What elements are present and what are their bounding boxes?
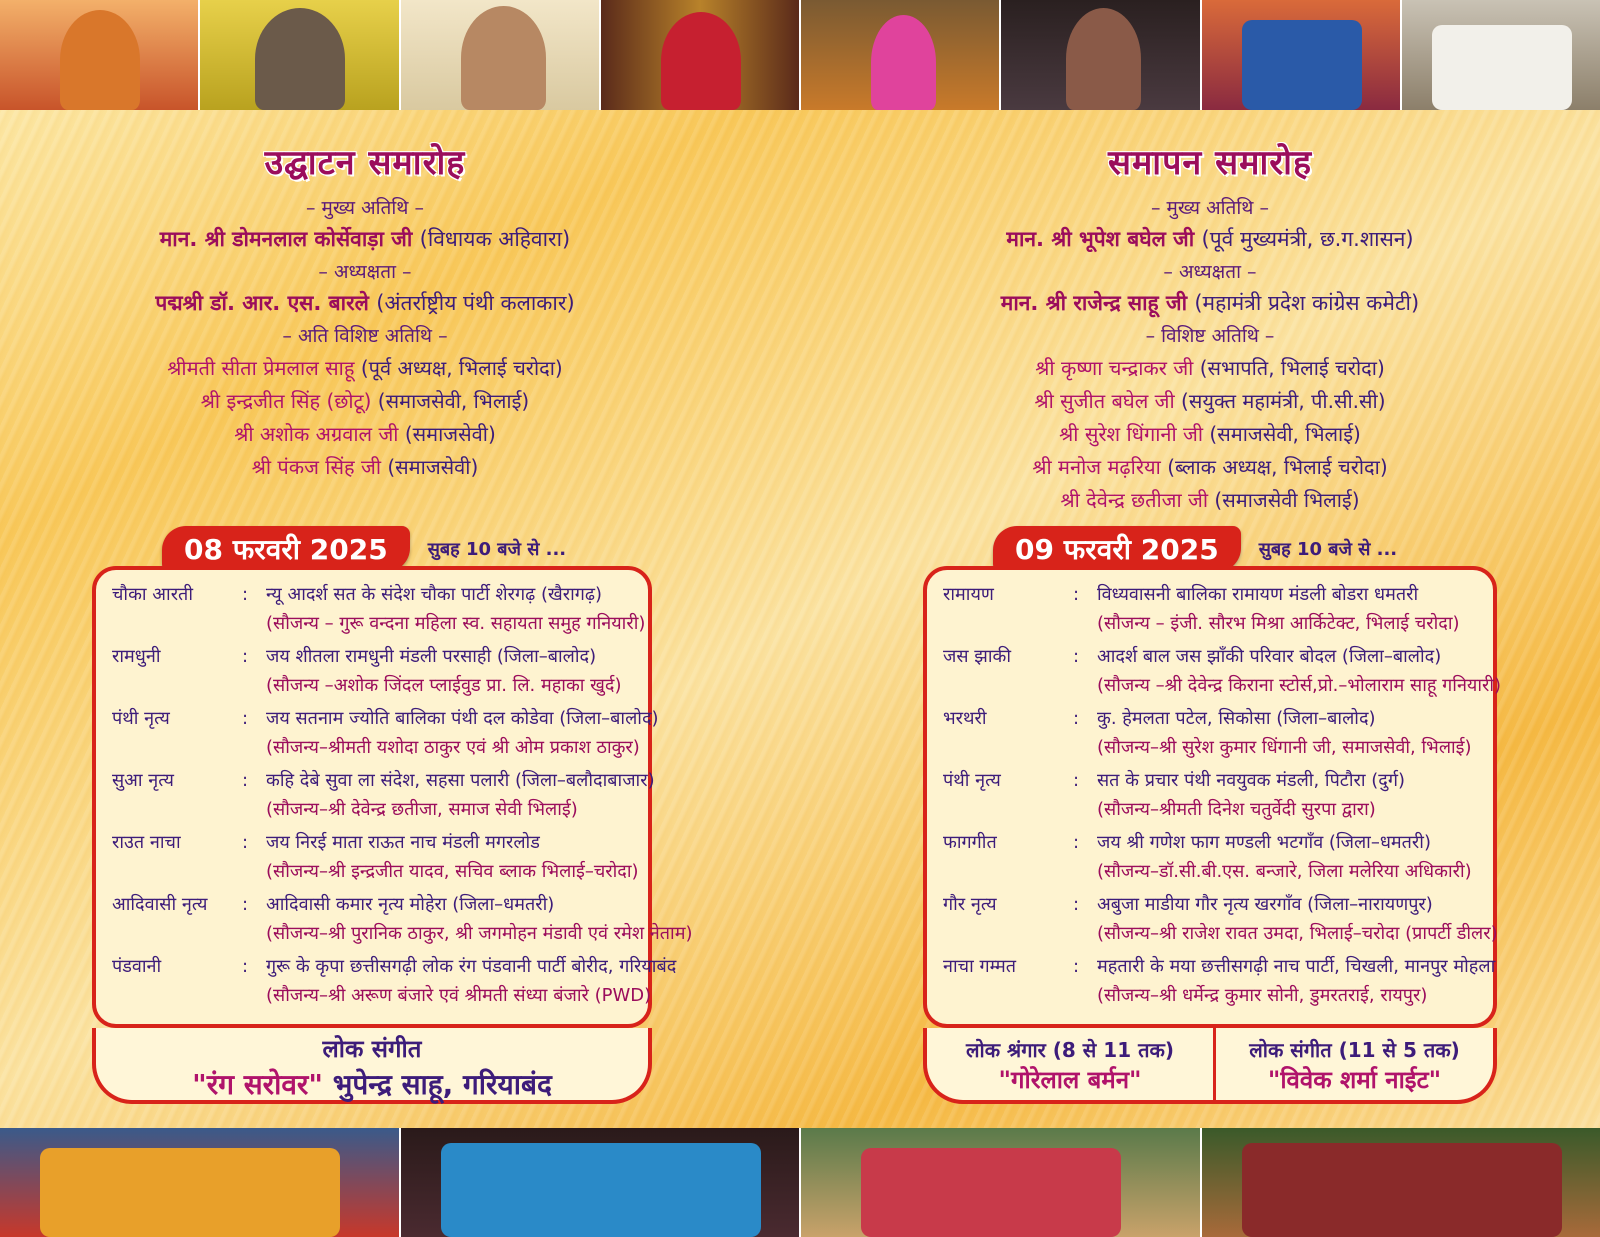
program-performer: जय श्री गणेश फाग मण्डली भटगाँव (जिला–धमतरी) — [1097, 832, 1431, 853]
program-name: राउत नाचा — [112, 832, 181, 853]
program-sponsor: (सौजन्य–श्री देवेन्द्र छतीजा, समाज सेवी भिलाई) — [266, 799, 578, 820]
special-guest-name: श्री अशोक अग्रवाल जी — [234, 422, 399, 446]
closing-date: 09 फरवरी 2025 — [993, 526, 1241, 572]
program-sponsor: (सौजन्य–श्रीमती दिनेश चतुर्वेदी सुरपा द्वारा) — [1097, 799, 1376, 820]
program-sponsor: (सौजन्य–डॉ.सी.बी.एस. बन्जारे, जिला मलेरिया अधिकारी) — [1097, 861, 1472, 882]
special-guest — [60, 354, 670, 381]
list-item: जस झाकी : आदर्श बाल जस झाँकी परिवार बोदल (जिला–बालोद) (सौजन्य –श्री देवेन्द्र किराना स्टोर्स,प्रो.–भोलाराम साहू गनियारी) — [943, 642, 1477, 700]
program-sponsor: (सौजन्य–श्री सुरेश कुमार धिंगानी जी, समाजसेवी, भिलाई) — [1097, 737, 1472, 758]
photo-tribal-dance-stage — [801, 1128, 1202, 1237]
program-name: जस झाकी — [943, 646, 1012, 667]
special-guest-desc: (सयुक्त महामंत्री, पी.सी.सी) — [1181, 389, 1386, 413]
special-guest — [890, 387, 1530, 414]
program-sponsor: (सौजन्य –श्री देवेन्द्र किराना स्टोर्स,प्रो.–भोलाराम साहू गनियारी) — [1097, 675, 1502, 696]
special-guest-desc: (समाजसेवी, भिलाई) — [377, 389, 530, 413]
program-name: पंडवानी — [112, 956, 162, 977]
list-item: पंथी नृत्य : सत के प्रचार पंथी नवयुवक मंडली, पिटौरा (दुर्ग) (सौजन्य–श्रीमती दिनेश चतुर्वेदी सुरपा द्वारा) — [943, 766, 1477, 824]
chair-guest — [60, 289, 670, 317]
chief-guest-role: – मुख्य अतिथि – — [1151, 197, 1269, 219]
program-performer: जय सतनाम ज्योति बालिका पंथी दल कोडेवा (जिला–बालोद) — [266, 708, 659, 729]
special-guest-name: श्री पंकज सिंह जी — [251, 455, 381, 479]
opening-title: उद्घाटन समारोह — [264, 143, 466, 183]
special-guest-name: श्री देवेन्द्र छतीजा जी — [1060, 488, 1209, 512]
program-name: चौका आरती — [112, 584, 193, 605]
photo-group-turbans — [401, 1128, 802, 1237]
program-performer: सत के प्रचार पंथी नवयुवक मंडली, पिटौरा (दुर्ग) — [1097, 770, 1406, 791]
program-sponsor: (सौजन्य–श्री धर्मेन्द्र कुमार सोनी, डुमरतराई, रायपुर) — [1097, 985, 1428, 1006]
program-name: रामधुनी — [112, 646, 161, 667]
chair-guest — [890, 289, 1530, 317]
program-performer: गुरू के कृपा छत्तीसगढ़ी लोक रंग पंडवानी पार्टी बोरीद, गरियाबंद — [266, 956, 677, 977]
closing-footer-left-artist: "गोरेलाल बर्मन" — [998, 1066, 1142, 1094]
opening-footer-artist — [96, 1065, 648, 1103]
program-sponsor: (सौजन्य–श्री राजेश रावत उमदा, भिलाई–चरोदा (प्रापर्टी डीलर) — [1097, 923, 1498, 944]
special-guest — [890, 486, 1530, 513]
chief-guest — [60, 225, 670, 253]
special-guest-name: श्री मनोज मढ़रिया — [1032, 455, 1161, 479]
special-guest — [60, 420, 670, 447]
list-item: नाचा गम्मत : महतारी के मया छत्तीसगढ़ी नाच पार्टी, चिखली, मानपुर मोहला (सौजन्य–श्री धर्मेन्द्र कुमार सोनी, डुमरतराई, रायपुर) — [943, 952, 1477, 1010]
chair-desc: (महामंत्री प्रदेश कांग्रेस कमेटी) — [1194, 291, 1420, 315]
special-guest-role: – विशिष्ट अतिथि – — [1145, 325, 1275, 347]
program-performer: कहि देबे सुवा ला संदेश, सहसा पलारी (जिला–बलौदाबाजार) — [266, 770, 655, 791]
closing-footer-right-heading: लोक संगीत (11 से 5 तक) — [1249, 1038, 1460, 1062]
photo-man-portrait — [401, 0, 601, 110]
special-guest-role: – अति विशिष्ट अतिथि – — [282, 325, 448, 347]
opening-time: सुबह 10 बजे से ... — [427, 539, 567, 560]
special-guest — [60, 453, 670, 480]
program-performer: जय शीतला रामधुनी मंडली परसाही (जिला–बालोद) — [266, 646, 597, 667]
program-name: पंथी नृत्य — [943, 770, 1001, 791]
closing-footer-left — [927, 1028, 1216, 1100]
photo-stage-dancers — [0, 1128, 401, 1237]
program-name: रामायण — [943, 584, 994, 605]
photo-man-cap-glasses — [200, 0, 400, 110]
program-performer: महतारी के मया छत्तीसगढ़ी नाच पार्टी, चिखली, मानपुर मोहला — [1097, 956, 1496, 977]
bottom-photo-strip — [0, 1128, 1600, 1237]
closing-title: समापन समारोह — [1107, 143, 1313, 183]
program-performer: अबुजा माडीया गौर नृत्य खरगाँव (जिला–नारायणपुर) — [1097, 894, 1433, 915]
photo-woman-singer — [1001, 0, 1201, 110]
list-item: पंडवानी : गुरू के कृपा छत्तीसगढ़ी लोक रंग पंडवानी पार्टी बोरीद, गरियाबंद (सौजन्य–श्री अरूण बंजारे एवं श्रीमती संध्या बंजारे (PWD) — [112, 952, 632, 1010]
program-name: गौर नृत्य — [943, 894, 997, 915]
program-sponsor: (सौजन्य – इंजी. सौरभ मिश्रा आर्किटेक्ट, भिलाई चरोदा) — [1097, 613, 1460, 634]
chair-role: – अध्यक्षता – — [1163, 261, 1257, 283]
chair-desc: (अंतर्राष्ट्रीय पंथी कलाकार) — [376, 291, 575, 315]
program-sponsor: (सौजन्य – गुरू वन्दना महिला स्व. सहायता समुह गनियारी) — [266, 613, 646, 634]
program-sponsor: (सौजन्य–श्री पुरानिक ठाकुर, श्री जगमोहन मंडावी एवं रमेश नेताम) — [266, 923, 693, 944]
list-item: चौका आरती : न्यू आदर्श सत के संदेश चौका पार्टी शेरगढ़ (खैरागढ़) (सौजन्य – गुरू वन्दना महिला स्व. सहायता समुह गनियारी) — [112, 580, 632, 638]
list-item: फागगीत : जय श्री गणेश फाग मण्डली भटगाँव (जिला–धमतरी) (सौजन्य–डॉ.सी.बी.एस. बन्जारे, जिला मलेरिया अधिकारी) — [943, 828, 1477, 886]
opening-program-list — [92, 566, 693, 1028]
program-performer: कु. हेमलता पटेल, सिकोसा (जिला–बालोद) — [1097, 708, 1376, 729]
special-guest-desc: (पूर्व अध्यक्ष, भिलाई चरोदा) — [360, 356, 563, 380]
photo-musicians-white — [1402, 0, 1600, 110]
program-performer: जय निरई माता राऊत नाच मंडली मगरलोड — [266, 832, 540, 853]
program-sponsor: (सौजन्य–श्री इन्द्रजीत यादव, सचिव ब्लाक भिलाई–चरोदा) — [266, 861, 639, 882]
opening-footer-heading: लोक संगीत — [322, 1035, 422, 1063]
special-guest-desc: (समाजसेवी, भिलाई) — [1209, 422, 1361, 446]
list-item: सुआ नृत्य : कहि देबे सुवा ला संदेश, सहसा पलारी (जिला–बलौदाबाजार) (सौजन्य–श्री देवेन्द्र छतीजा, समाज सेवी भिलाई) — [112, 766, 632, 824]
photo-dance-troupe — [1202, 0, 1402, 110]
special-guest-name: श्री इन्द्रजीत सिंह (छोटू) — [200, 389, 372, 413]
list-item: गौर नृत्य : अबुजा माडीया गौर नृत्य खरगाँव (जिला–नारायणपुर) (सौजन्य–श्री राजेश रावत उमदा, भिलाई–चरोदा (प्रापर्टी डीलर) — [943, 890, 1477, 948]
photo-singer-saffron-turban — [0, 0, 200, 110]
closing-ceremony-panel — [890, 138, 1530, 519]
special-guest-name: श्रीमती सीता प्रेमलाल साहू — [167, 356, 355, 380]
program-name: पंथी नृत्य — [112, 708, 170, 729]
closing-program-list — [923, 566, 1502, 1028]
chair-role: – अध्यक्षता – — [318, 261, 412, 283]
special-guest-desc: (समाजसेवी) — [404, 422, 496, 446]
list-item: रामायण : विध्यवासनी बालिका रामायण मंडली बोडरा धमतरी (सौजन्य – इंजी. सौरभ मिश्रा आर्किटेक्ट, भिलाई चरोदा) — [943, 580, 1477, 638]
opening-date: 08 फरवरी 2025 — [162, 526, 410, 572]
special-guest-name: श्री कृष्णा चन्द्राकर जी — [1035, 356, 1194, 380]
program-sponsor: (सौजन्य –अशोक जिंदल प्लाईवुड प्रा. लि. महाका खुर्द) — [266, 675, 622, 696]
special-guest-desc: (समाजसेवी भिलाई) — [1214, 488, 1360, 512]
opening-footer — [92, 1028, 652, 1104]
opening-footer-place: भुपेन्द्र साहू, गरियाबंद — [322, 1068, 552, 1101]
chief-guest — [890, 225, 1530, 253]
program-name: नाचा गम्मत — [943, 956, 1017, 977]
list-item: पंथी नृत्य : जय सतनाम ज्योति बालिका पंथी दल कोडेवा (जिला–बालोद) (सौजन्य–श्रीमती यशोदा ठाकुर एवं श्री ओम प्रकाश ठाकुर) — [112, 704, 632, 762]
special-guest — [60, 387, 670, 414]
chief-guest-desc: (पूर्व मुख्यमंत्री, छ.ग.शासन) — [1201, 227, 1414, 251]
program-performer: विध्यवासनी बालिका रामायण मंडली बोडरा धमतरी — [1097, 584, 1419, 605]
program-name: भरथरी — [943, 708, 987, 729]
photo-dancer-red — [601, 0, 801, 110]
photo-folk-singers — [801, 0, 1001, 110]
special-guest — [890, 420, 1530, 447]
program-performer: आदर्श बाल जस झाँकी परिवार बोदल (जिला–बालोद) — [1097, 646, 1442, 667]
chair-name: मान. श्री राजेन्द्र साहू जी — [1000, 291, 1188, 315]
closing-footer-left-heading: लोक श्रंगार (8 से 11 तक) — [965, 1038, 1174, 1062]
list-item: भरथरी : कु. हेमलता पटेल, सिकोसा (जिला–बालोद) (सौजन्य–श्री सुरेश कुमार धिंगानी जी, समाजसेवी, भिलाई) — [943, 704, 1477, 762]
special-guest-desc: (समाजसेवी) — [387, 455, 479, 479]
special-guest-name: श्री सुजीत बघेल जी — [1034, 389, 1175, 413]
opening-footer-group: "रंग सरोवर" — [192, 1068, 323, 1101]
chair-name: पद्मश्री डॉ. आर. एस. बारले — [155, 291, 369, 315]
special-guest-desc: (सभापति, भिलाई चरोदा) — [1199, 356, 1385, 380]
chief-guest-name: मान. श्री भूपेश बघेल जी — [1006, 227, 1195, 251]
special-guest — [890, 354, 1530, 381]
program-performer: आदिवासी कमार नृत्य मोहेरा (जिला–धमतरी) — [266, 894, 555, 915]
program-name: आदिवासी नृत्य — [112, 894, 208, 915]
program-performer: न्यू आदर्श सत के संदेश चौका पार्टी शेरगढ़ (खैरागढ़) — [266, 584, 603, 605]
program-sponsor: (सौजन्य–श्रीमती यशोदा ठाकुर एवं श्री ओम प्रकाश ठाकुर) — [266, 737, 640, 758]
list-item: रामधुनी : जय शीतला रामधुनी मंडली परसाही (जिला–बालोद) (सौजन्य –अशोक जिंदल प्लाईवुड प्रा. लि. महाका खुर्द) — [112, 642, 632, 700]
program-sponsor: (सौजन्य–श्री अरूण बंजारे एवं श्रीमती संध्या बंजारे (PWD) — [266, 985, 652, 1006]
chief-guest-name: मान. श्री डोमनलाल कोर्सेवाड़ा जी — [159, 227, 413, 251]
closing-time: सुबह 10 बजे से ... — [1258, 539, 1398, 560]
chief-guest-desc: (विधायक अहिवारा) — [419, 227, 571, 251]
closing-footer — [923, 1028, 1497, 1104]
special-guest-desc: (ब्लाक अध्यक्ष, भिलाई चरोदा) — [1167, 455, 1388, 479]
opening-ceremony-panel — [60, 138, 670, 486]
special-guest — [890, 453, 1530, 480]
special-guest-name: श्री सुरेश धिंगानी जी — [1059, 422, 1204, 446]
photo-gaur-dance-field — [1202, 1128, 1600, 1237]
closing-footer-right — [1216, 1028, 1493, 1100]
program-name: फागगीत — [943, 832, 997, 853]
top-photo-strip — [0, 0, 1600, 110]
list-item: आदिवासी नृत्य : आदिवासी कमार नृत्य मोहेरा (जिला–धमतरी) (सौजन्य–श्री पुरानिक ठाकुर, श्री जगमोहन मंडावी एवं रमेश नेताम) — [112, 890, 632, 948]
chief-guest-role: – मुख्य अतिथि – — [306, 197, 424, 219]
closing-footer-right-artist: "विवेक शर्मा नाईट" — [1267, 1066, 1442, 1094]
list-item: राउत नाचा : जय निरई माता राऊत नाच मंडली मगरलोड (सौजन्य–श्री इन्द्रजीत यादव, सचिव ब्लाक भिलाई–चरोदा) — [112, 828, 632, 886]
program-name: सुआ नृत्य — [112, 770, 174, 791]
